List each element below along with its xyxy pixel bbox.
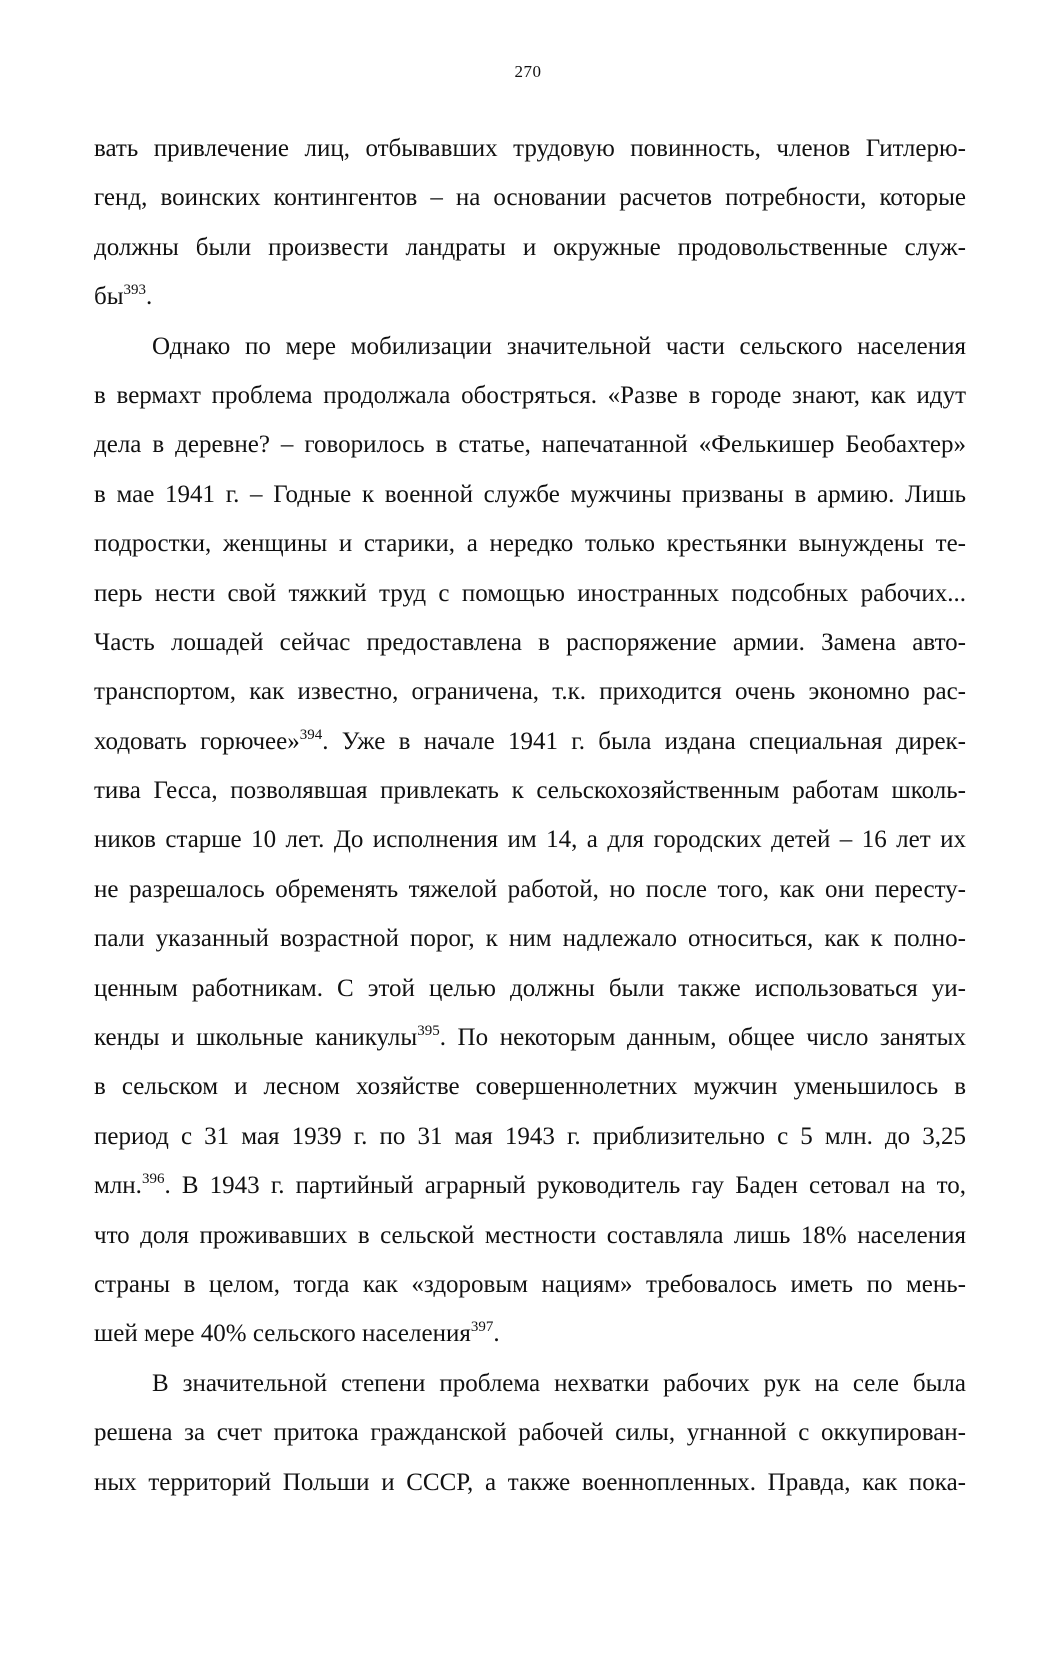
footnote-ref: 395 [417,1023,440,1040]
text-line: в сельском и лесном хозяйстве совершеннолетних мужчин уменьшилось в [94,1073,966,1101]
text-line: пали указанный возрастной порог, к ним надлежало относиться, как к полно- [94,925,966,953]
text-line: $бы^{393}$. [94,282,153,311]
footnote-ref: 396 [141,1171,165,1188]
text-line: млн.$^{396}$. В 1943 г. партийный аграрный руководитель гау Баден сетовал на то, [94,1171,966,1200]
text-line: тива Гесса, позволявшая привлекать к сельскохозяйственным работам школь- [94,777,966,805]
text-line: транспортом, как известно, ограничена, т.к. приходится очень экономно рас- [94,678,966,706]
text-line: ных территорий Польши и СССР, а также военнопленных. Правда, как пока- [94,1468,966,1496]
text-line: дела в деревне? – говорилось в статье, напечатанной «Фелькишер Беобахтер» [94,431,966,459]
text-line: в мае 1941 г. – Годные к военной службе мужчины призваны в армию. Лишь [94,480,966,508]
text-line: страны в целом, тогда как «здоровым нациям» требовалось иметь по мень- [94,1270,966,1298]
text-line: ценным работникам. С этой целью должны были также использоваться уи- [94,974,966,1002]
text-line: Однако по мере мобилизации значительной части сельского населения [152,332,966,360]
text-line: В значительной степени проблема нехватки рабочих рук на селе была [152,1369,966,1397]
text-line: генд, воинских контингентов – на основании расчетов потребности, которые [94,184,966,212]
text-line: ников старше 10 лет. До исполнения им 14, а для городских детей – 16 лет их [94,826,966,854]
text-line: не разрешалось обременять тяжелой работой, но после того, как они пересту- [94,875,966,903]
text-line: период с 31 мая 1939 г. по 31 мая 1943 г. приблизительно с 5 млн. до 3,25 [94,1122,966,1150]
text-line: ходовать горючее»$^{394}$. Уже в начале 1941 г. была издана специальная дирек- [94,726,967,755]
text-line: перь нести свой тяжкий труд с помощью иностранных подсобных рабочих... [94,579,966,607]
text-line: Часть лошадей сейчас предоставлена в распоряжение армии. Замена авто- [94,628,966,656]
page-number: 270 [514,62,542,81]
footnote-ref: 397 [470,1319,494,1336]
text-line: решена за счет притока гражданской рабочей силы, угнанной с оккупирован- [94,1419,966,1447]
footnote-ref: 394 [299,726,323,743]
body-text [94,124,966,1507]
text-line: кенды и школьные каникулы$^{395}$. По некоторым данным, общее число занятых [94,1023,966,1052]
text-line: что доля проживавших в сельской местности составляла лишь 18% населения [94,1221,966,1249]
text-line: должны были произвести ландраты и окружные продовольственные служ- [94,233,966,261]
text-line: вать привлечение лиц, отбывавших трудовую повинность, членов Гитлерю- [94,135,966,162]
text-line: в вермахт проблема продолжала обостряться. «Разве в городе знают, как идут [94,381,966,409]
text-line: подростки, женщины и старики, а нередко только крестьянки вынуждены те- [94,530,966,558]
footnote-ref: 393 [123,282,147,299]
text-line: шей мере 40% сельского населения$^{397}$. [94,1319,500,1348]
